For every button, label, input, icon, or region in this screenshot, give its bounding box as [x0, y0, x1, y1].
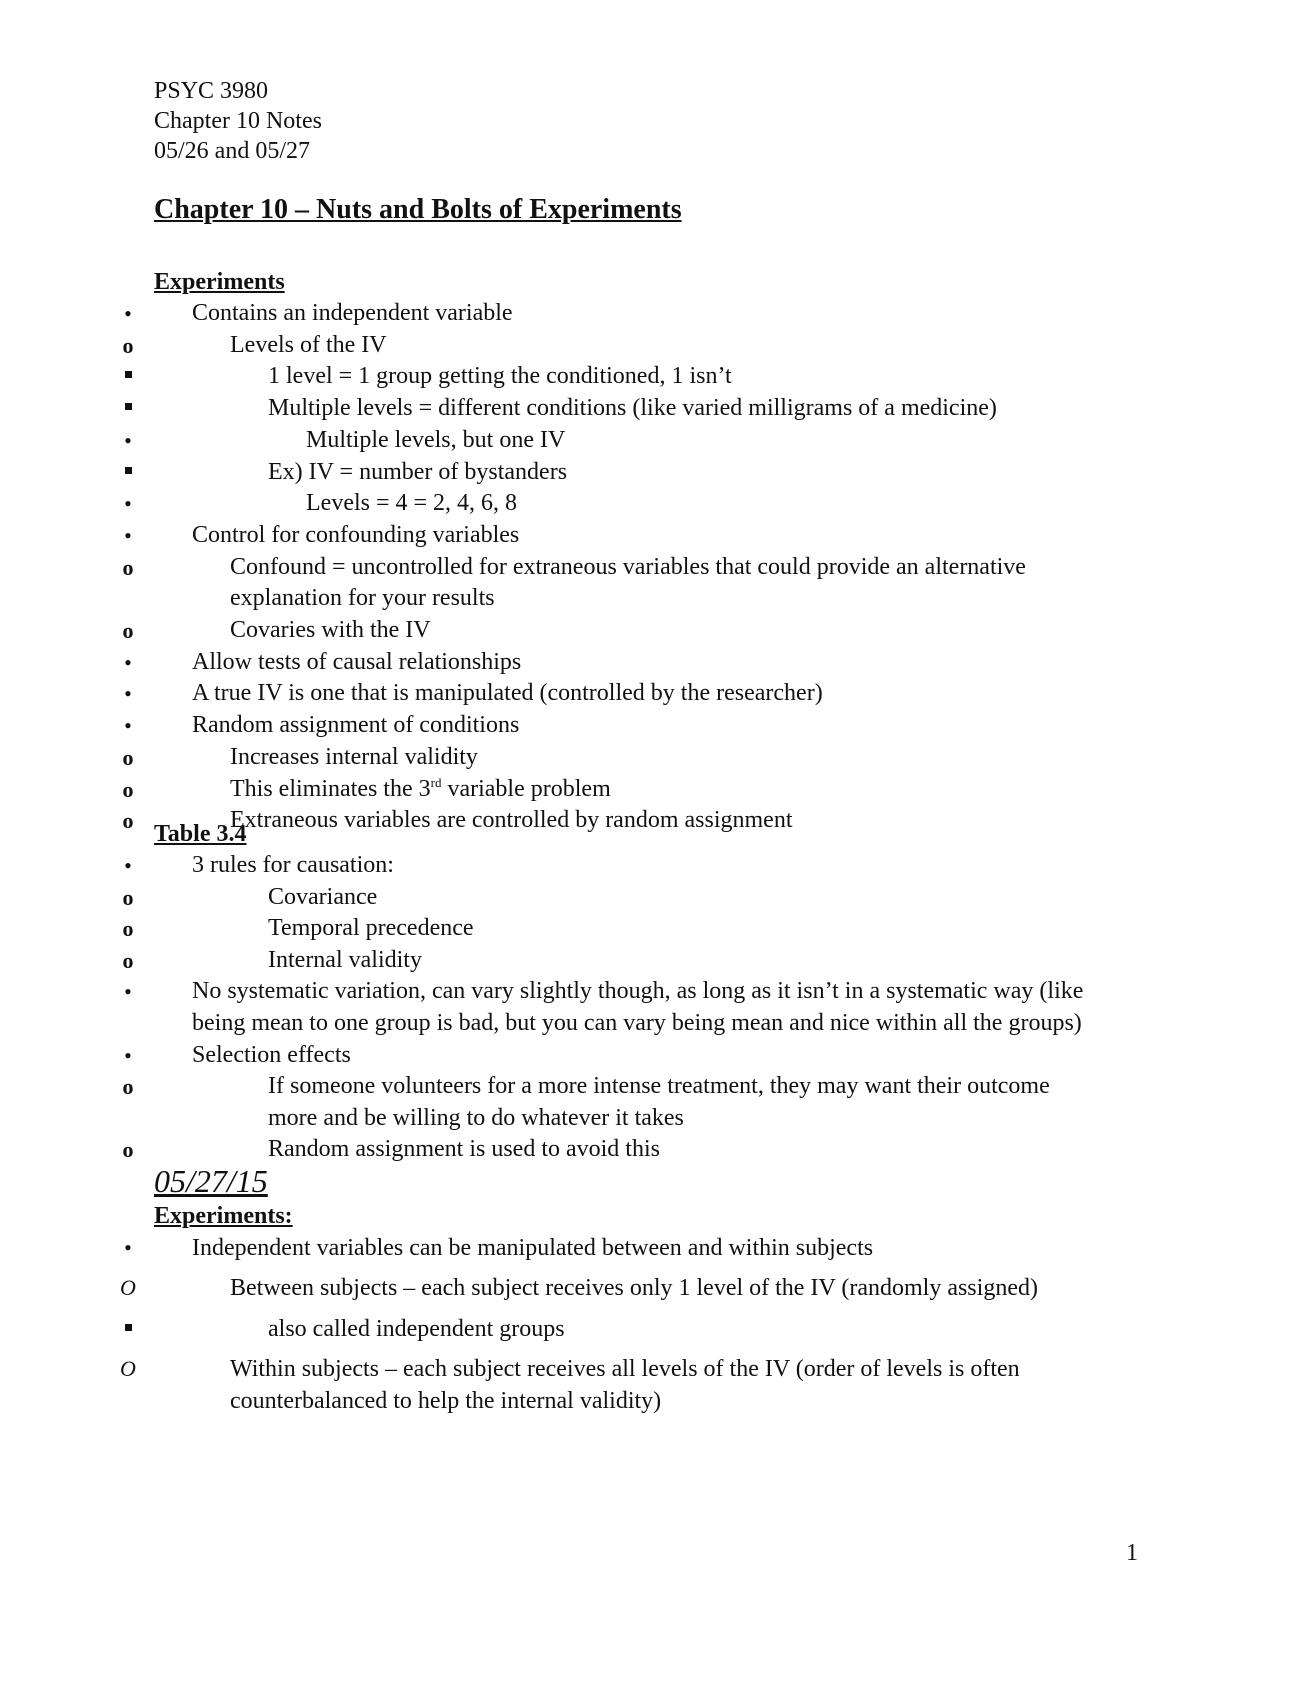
list-item: o Temporal precedence — [154, 913, 1194, 945]
section-05-27 — [120, 1162, 1194, 1417]
list-item: • 3 rules for causation: — [154, 850, 1194, 882]
bullet-circle-icon: o — [122, 744, 134, 770]
notes-label: Chapter 10 Notes — [154, 108, 322, 134]
iv-list — [120, 1232, 1194, 1417]
list-item: • Control for confounding variables — [154, 520, 1194, 552]
list-item-continuation: being mean to one group is bad, but you can vary being mean and nice within all the groups) — [192, 1009, 1082, 1036]
list-item: • Levels = 4 = 2, 4, 6, 8 — [154, 488, 1194, 520]
bullet-circle-icon: o — [122, 776, 134, 802]
list-item: Multiple levels = different conditions (like varied milligrams of a medicine) — [154, 393, 1194, 425]
notes-dates: 05/26 and 05/27 — [154, 138, 310, 164]
list-item: • Random assignment of conditions — [154, 710, 1194, 742]
superscript: rd — [430, 774, 442, 790]
list-item: also called independent groups — [154, 1313, 1194, 1345]
bullet-dot-icon — [118, 976, 138, 1009]
bullet-circle-icon: o — [122, 554, 134, 580]
section-table-3-4 — [122, 818, 1194, 1166]
list-item: • Independent variables can be manipulated between and within subjects — [154, 1232, 1194, 1264]
bullet-dot-icon — [118, 298, 138, 331]
list-item: o Internal validity — [154, 945, 1194, 977]
bullet-square-icon — [118, 361, 138, 393]
list-item: o If someone volunteers for a more intense treatment, they may want their outcome — [154, 1071, 1194, 1103]
list-item: O Within subjects – each subject receives all levels of the IV (order of levels is often — [154, 1353, 1194, 1385]
list-item: 1 level = 1 group getting the conditioned, 1 isn’t — [154, 361, 1194, 393]
list-item: • No systematic variation, can vary slightly though, as long as it isn’t in a systematic way (like — [154, 976, 1194, 1008]
list-item: o Levels of the IV — [154, 330, 1194, 362]
section-heading: Table 3.4 — [154, 821, 247, 847]
bullet-circle-icon: O — [120, 1355, 136, 1381]
bullet-dot-icon — [118, 488, 138, 521]
list-item: o This eliminates the 3rd variable problem — [154, 774, 1194, 806]
list-item: • A true IV is one that is manipulated (controlled by the researcher) — [154, 678, 1194, 710]
list-item: o Random assignment is used to avoid this — [154, 1134, 1194, 1166]
bullet-dot-icon — [118, 1232, 138, 1264]
date-heading: 05/27/15 — [154, 1163, 268, 1199]
list-item: • Selection effects — [154, 1040, 1194, 1072]
bullet-dot-icon — [118, 1040, 138, 1073]
document-header — [154, 76, 322, 166]
bullet-dot-icon — [118, 425, 138, 458]
bullet-circle-icon: o — [122, 808, 134, 834]
bullet-circle-icon: o — [122, 884, 134, 910]
bullet-dot-icon — [118, 678, 138, 711]
page-number: 1 — [1126, 1540, 1138, 1566]
list-item: o Covaries with the IV — [154, 615, 1194, 647]
list-item: O Between subjects – each subject receives only 1 level of the IV (randomly assigned) — [154, 1272, 1194, 1304]
bullet-circle-icon: O — [120, 1275, 136, 1301]
bullet-square-icon — [118, 393, 138, 425]
list-item: o Increases internal validity — [154, 742, 1194, 774]
bullet-circle-icon: o — [122, 1074, 134, 1100]
list-item-continuation: explanation for your results — [230, 585, 495, 612]
list-item: • Contains an independent variable — [154, 298, 1194, 330]
bullet-dot-icon — [118, 520, 138, 553]
list-item: • Multiple levels, but one IV — [154, 425, 1194, 457]
bullet-dot-icon — [118, 850, 138, 883]
section-heading: Experiments — [154, 269, 285, 295]
bullet-square-icon — [118, 1313, 138, 1345]
list-item-continuation: more and be willing to do whatever it takes — [268, 1104, 684, 1131]
bullet-circle-icon: o — [122, 916, 134, 942]
section-heading: Experiments: — [154, 1203, 293, 1229]
list-item: • Allow tests of causal relationships — [154, 647, 1194, 679]
list-item-continuation: counterbalanced to help the internal validity) — [230, 1388, 662, 1415]
section-experiments — [122, 266, 1194, 837]
bullet-dot-icon — [118, 647, 138, 680]
bullet-circle-icon: o — [122, 947, 134, 973]
list-item: o Covariance — [154, 882, 1194, 914]
list-item: o Confound = uncontrolled for extraneous variables that could provide an alternative — [154, 552, 1194, 584]
bullet-circle-icon: o — [122, 332, 134, 358]
bullet-square-icon — [118, 457, 138, 489]
bullet-circle-icon: o — [122, 1137, 134, 1163]
bullet-dot-icon — [118, 710, 138, 743]
page-title: Chapter 10 – Nuts and Bolts of Experiments — [154, 194, 682, 225]
causation-list — [122, 850, 1194, 1166]
course-code: PSYC 3980 — [154, 78, 269, 104]
bullet-circle-icon: o — [122, 618, 134, 644]
experiments-list — [122, 298, 1194, 837]
list-item: Ex) IV = number of bystanders — [154, 457, 1194, 489]
list-item: o Extraneous variables are controlled by random assignment — [154, 805, 1194, 837]
